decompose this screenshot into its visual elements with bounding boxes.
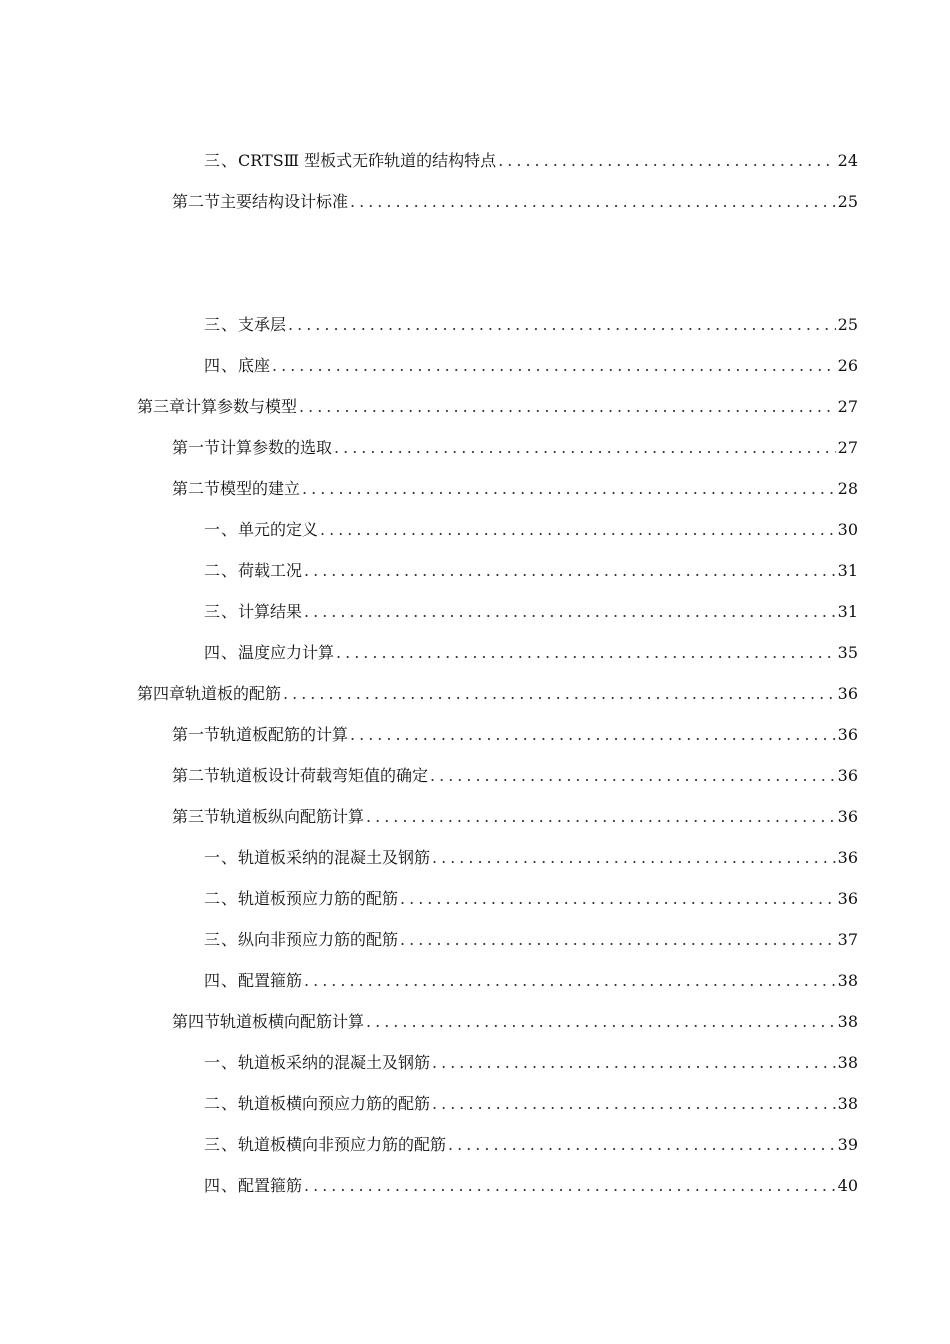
toc-entry-title: 轨道板采纳的混凝土及钢筋 [238, 1053, 431, 1072]
toc-entry[interactable] [204, 888, 858, 910]
toc-entry-number: 三、 [204, 315, 239, 334]
toc-entry-title: 支承层 [238, 315, 287, 334]
dot-leader [283, 683, 836, 705]
toc-entry-page: 38 [837, 1012, 858, 1031]
toc-entry-page: 40 [837, 1176, 858, 1195]
toc-entry-page: 38 [837, 1094, 858, 1113]
dot-leader [366, 806, 836, 828]
dot-leader [302, 478, 836, 500]
toc-entry[interactable] [204, 601, 858, 623]
dot-leader [400, 888, 836, 910]
toc-entry-title: 轨道板设计荷载弯矩值的确定 [220, 766, 429, 785]
toc-entry-page: 39 [837, 1135, 858, 1154]
toc-entry[interactable] [137, 396, 858, 418]
toc-entry-number: 第二节 [172, 192, 221, 211]
toc-entry-title: 计算参数的选取 [220, 438, 333, 457]
dot-leader [334, 437, 836, 459]
toc-entry-number: 第二节 [172, 479, 221, 498]
toc-entry-page: 36 [837, 725, 858, 744]
toc-entry-number: 第一节 [172, 438, 221, 457]
toc-entry-page: 25 [837, 192, 858, 211]
toc-entry-title: 配置箍筋 [238, 1176, 303, 1195]
toc-entry-page: 38 [837, 1053, 858, 1072]
toc-entry[interactable] [204, 519, 858, 541]
dot-leader [304, 560, 836, 582]
toc-entry-page: 35 [837, 643, 858, 662]
toc-entry-number: 第四节 [172, 1012, 221, 1031]
toc-entry-number: 第二节 [172, 766, 221, 785]
toc-entry[interactable] [172, 806, 858, 828]
toc-entry-number: 四、 [204, 643, 239, 662]
toc-entry-title: 荷载工况 [238, 561, 303, 580]
toc-entry-title: 轨道板横向预应力筋的配筋 [238, 1094, 431, 1113]
toc-entry-number: 四、 [204, 1176, 239, 1195]
dot-leader [430, 765, 836, 787]
dot-leader [432, 847, 836, 869]
toc-entry[interactable] [172, 437, 858, 459]
toc-entry-page: 36 [837, 684, 858, 703]
toc-entry-number: 四、 [204, 971, 239, 990]
toc-entry-number: 三、 [204, 930, 239, 949]
toc-entry-page: 24 [837, 151, 858, 170]
dot-leader [350, 191, 836, 213]
dot-leader [299, 396, 836, 418]
toc-entry-title: 配置箍筋 [238, 971, 303, 990]
dot-leader [400, 929, 836, 951]
toc-entry-title: 单元的定义 [238, 520, 319, 539]
toc-entry-title: 轨道板配筋的计算 [220, 725, 349, 744]
toc-entry-number: 二、 [204, 889, 239, 908]
toc-entry[interactable] [172, 765, 858, 787]
toc-entry-page: 28 [837, 479, 858, 498]
dot-leader [304, 970, 836, 992]
toc-entry-page: 26 [837, 356, 858, 375]
dot-leader [304, 1175, 836, 1197]
toc-entry[interactable] [172, 1011, 858, 1033]
toc-entry[interactable] [204, 314, 858, 336]
toc-entry-title: 轨道板横向配筋计算 [220, 1012, 365, 1031]
toc-entry-number: 三、 [204, 1135, 239, 1154]
toc-entry-page: 36 [837, 848, 858, 867]
dot-leader [288, 314, 836, 336]
toc-entry[interactable] [172, 724, 858, 746]
toc-entry-number: 二、 [204, 1094, 239, 1113]
toc-entry-title: 计算结果 [238, 602, 303, 621]
toc-entry-title: 温度应力计算 [238, 643, 335, 662]
toc-entry-title: 轨道板纵向配筋计算 [220, 807, 365, 826]
toc-entry-page: 31 [837, 602, 858, 621]
toc-entry-number: 一、 [204, 848, 239, 867]
toc-entry-page: 30 [837, 520, 858, 539]
toc-entry[interactable] [204, 929, 858, 951]
toc-entry-title: 模型的建立 [220, 479, 301, 498]
toc-entry-number: 第三章 [137, 397, 186, 416]
toc-entry[interactable] [204, 1052, 858, 1074]
toc-entry[interactable] [204, 1175, 858, 1197]
toc-entry-number: 一、 [204, 1053, 239, 1072]
toc-entry-page: 31 [837, 561, 858, 580]
toc-entry[interactable] [204, 355, 858, 377]
toc-entry-number: 三、 [204, 602, 239, 621]
toc-entry-page: 27 [837, 438, 858, 457]
toc-entry-title: 轨道板的配筋 [185, 684, 282, 703]
toc-entry-title: 纵向非预应力筋的配筋 [238, 930, 399, 949]
toc-entry-title: 主要结构设计标准 [220, 192, 349, 211]
toc-entry[interactable] [204, 560, 858, 582]
dot-leader [336, 642, 836, 664]
toc-entry-page: 27 [837, 397, 858, 416]
dot-leader [366, 1011, 836, 1033]
toc-entry-page: 37 [837, 930, 858, 949]
toc-entry-title: 底座 [238, 356, 271, 375]
dot-leader [498, 150, 835, 172]
toc-entry-number: 一、 [204, 520, 239, 539]
toc-entry[interactable] [204, 150, 858, 172]
dot-leader [432, 1093, 836, 1115]
toc-entry-number: 第四章 [137, 684, 186, 703]
toc-entry-title: 轨道板采纳的混凝土及钢筋 [238, 848, 431, 867]
dot-leader [448, 1134, 836, 1156]
toc-entry-title: 计算参数与模型 [185, 397, 298, 416]
toc-entry-number: 第三节 [172, 807, 221, 826]
toc-entry-page: 25 [837, 315, 858, 334]
toc-entry-page: 36 [837, 807, 858, 826]
toc-entry-page: 38 [837, 971, 858, 990]
toc-entry-title: 轨道板横向非预应力筋的配筋 [238, 1135, 447, 1154]
toc-entry-title: CRTSⅢ 型板式无砟轨道的结构特点 [238, 151, 497, 170]
dot-leader [304, 601, 836, 623]
toc-entry[interactable] [172, 478, 858, 500]
toc-entry-number: 四、 [204, 356, 239, 375]
toc-entry-number: 二、 [204, 561, 239, 580]
dot-leader [320, 519, 836, 541]
toc-entry[interactable] [204, 1134, 858, 1156]
toc-entry-page: 36 [837, 889, 858, 908]
toc-entry[interactable] [137, 683, 858, 705]
toc-entry[interactable] [204, 1093, 858, 1115]
toc-entry[interactable] [204, 970, 858, 992]
dot-leader [432, 1052, 836, 1074]
dot-leader [272, 355, 836, 377]
toc-entry[interactable] [204, 642, 858, 664]
dot-leader [350, 724, 836, 746]
toc-entry[interactable] [172, 191, 858, 213]
toc-entry-number: 第一节 [172, 725, 221, 744]
toc-entry-page: 36 [837, 766, 858, 785]
toc-entry[interactable] [204, 847, 858, 869]
toc-entry-number: 三、 [204, 151, 239, 170]
toc-entry-title: 轨道板预应力筋的配筋 [238, 889, 399, 908]
